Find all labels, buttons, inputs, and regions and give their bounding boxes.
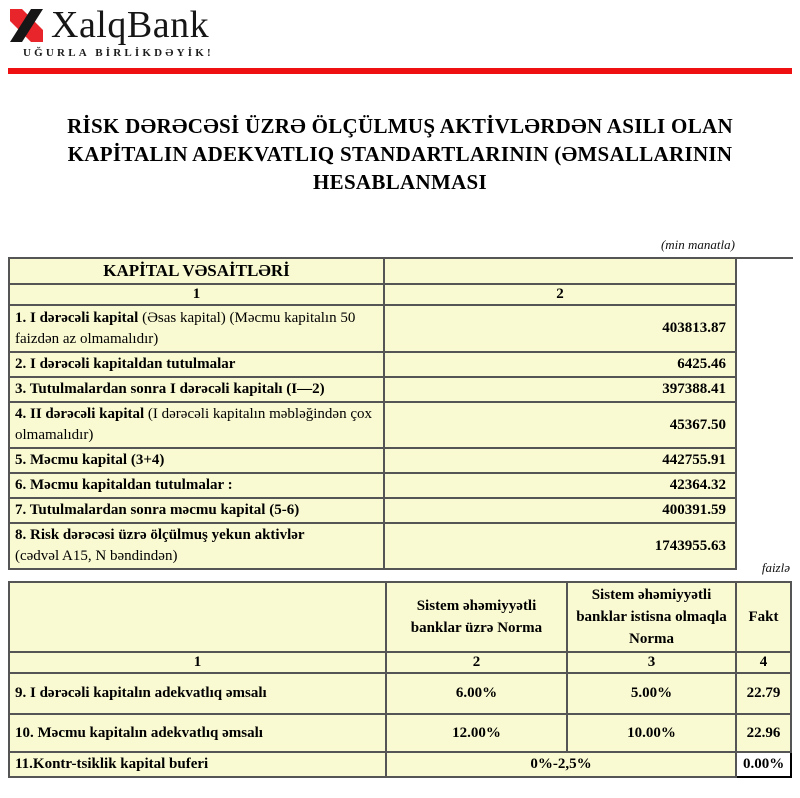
brand-header bbox=[10, 6, 209, 44]
table-row bbox=[9, 752, 791, 777]
row-value: 45367.50 bbox=[384, 402, 736, 448]
row-label: 10. Məcmu kapitalın adekvatlıq əmsalı bbox=[9, 714, 386, 752]
table1-colnum-2: 2 bbox=[384, 284, 736, 305]
table1-header-col1: KAPİTAL VƏSAİTLƏRİ bbox=[9, 258, 384, 284]
norm-systemic-value: 12.00% bbox=[386, 714, 567, 752]
row-label: 8. Risk dərəcəsi üzrə ölçülmuş yekun aktivlər bbox=[15, 527, 305, 543]
page-title-line2: KAPİTALIN ADEKVATLIQ STANDARTLARININ (ƏMSALLARININ bbox=[67, 142, 733, 166]
xalqbank-logo-icon bbox=[10, 9, 43, 42]
capital-resources-table bbox=[8, 257, 737, 570]
page-title-line1: RİSK DƏRƏCƏSİ ÜZRƏ ÖLÇÜLMUŞ AKTİVLƏRDƏN ASILI OLAN bbox=[67, 114, 733, 138]
table-row bbox=[9, 352, 736, 377]
table-row: 4. II dərəcəli kapital (I dərəcəli kapitalın məbləğindən çox olmamalıdır) 45367.50 bbox=[9, 402, 736, 448]
adequacy-ratios-table bbox=[8, 581, 792, 778]
table2-colnum-1: 1 bbox=[9, 652, 386, 673]
row-label: 7. Tutulmalardan sonra məcmu kapital (5-6) bbox=[15, 502, 300, 518]
norm-systemic-value: 6.00% bbox=[386, 673, 567, 714]
brand-name: XalqBank bbox=[51, 4, 210, 46]
row-value: 442755.91 bbox=[384, 448, 736, 473]
row-value: 400391.59 bbox=[384, 498, 736, 523]
brand-divider-line bbox=[8, 68, 792, 74]
table-row bbox=[9, 714, 791, 752]
row-value: 1743955.63 bbox=[384, 523, 736, 569]
table-row bbox=[9, 498, 736, 523]
page-title-line3: HESABLANMASI bbox=[313, 170, 487, 194]
row-label: 11.Kontr-tsiklik kapital buferi bbox=[9, 752, 386, 777]
row-label: 1. I dərəcəli kapital bbox=[15, 309, 139, 326]
row-label: 3. Tutulmalardan sonra I dərəcəli kapitalı (I—2) bbox=[15, 381, 325, 397]
row-label: 2. I dərəcəli kapitaldan tutulmalar bbox=[15, 356, 236, 372]
row-value: 6425.46 bbox=[384, 352, 736, 377]
row-value: 403813.87 bbox=[384, 305, 736, 352]
table-row: 1. I dərəcəli kapital (Əsas kapital) (Məcmu kapitalın 50 faizdən az olmamalıdır) 403813.87 bbox=[9, 305, 736, 352]
table2-header-fakt: Fakt bbox=[736, 582, 791, 652]
table2-colnum-2: 2 bbox=[386, 652, 567, 673]
table-header-row bbox=[9, 582, 791, 652]
table1-border-extension bbox=[735, 257, 793, 259]
page-title bbox=[0, 112, 800, 196]
row-label: 4. II dərəcəli kapital bbox=[15, 406, 145, 422]
row-value: 42364.32 bbox=[384, 473, 736, 498]
buffer-fakt-value: 0.00% bbox=[736, 752, 791, 777]
table2-colnum-4: 4 bbox=[736, 652, 791, 673]
table-header-row bbox=[9, 258, 736, 284]
norm-other-value: 10.00% bbox=[567, 714, 736, 752]
row-value: 397388.41 bbox=[384, 377, 736, 402]
table-row bbox=[9, 473, 736, 498]
table1-unit-note: (min manatla) bbox=[660, 237, 735, 252]
table-row bbox=[9, 448, 736, 473]
table2-colnum-3: 3 bbox=[567, 652, 736, 673]
table2-unit-note: faizlə bbox=[761, 560, 790, 575]
row-label: 6. Məcmu kapitaldan tutulmalar : bbox=[15, 477, 233, 493]
table1-header-col2 bbox=[384, 258, 736, 284]
brand-slogan: UĞURLA BİRLİKDƏYİK! bbox=[23, 47, 214, 59]
row-label: 5. Məcmu kapital (3+4) bbox=[15, 452, 165, 468]
fakt-value: 22.79 bbox=[736, 673, 791, 714]
table-row bbox=[9, 673, 791, 714]
table2-header-norm-systemic: Sistem əhəmiyyətli banklar üzrə Norma bbox=[386, 582, 567, 652]
table2-header-col1 bbox=[9, 582, 386, 652]
norm-other-value: 5.00% bbox=[567, 673, 736, 714]
fakt-value: 22.96 bbox=[736, 714, 791, 752]
table-numbering-row bbox=[9, 284, 736, 305]
row-label: 9. I dərəcəli kapitalın adekvatlıq əmsalı bbox=[9, 673, 386, 714]
table-row bbox=[9, 377, 736, 402]
table-numbering-row bbox=[9, 652, 791, 673]
table2-header-norm-other: Sistem əhəmiyyətli banklar istisna olmaqla Norma bbox=[567, 582, 736, 652]
table1-colnum-1: 1 bbox=[9, 284, 384, 305]
buffer-range-value: 0%-2,5% bbox=[386, 752, 736, 777]
table-row: 8. Risk dərəcəsi üzrə ölçülmuş yekun aktivlər (cədvəl A15, N bəndindən) 1743955.63 bbox=[9, 523, 736, 569]
